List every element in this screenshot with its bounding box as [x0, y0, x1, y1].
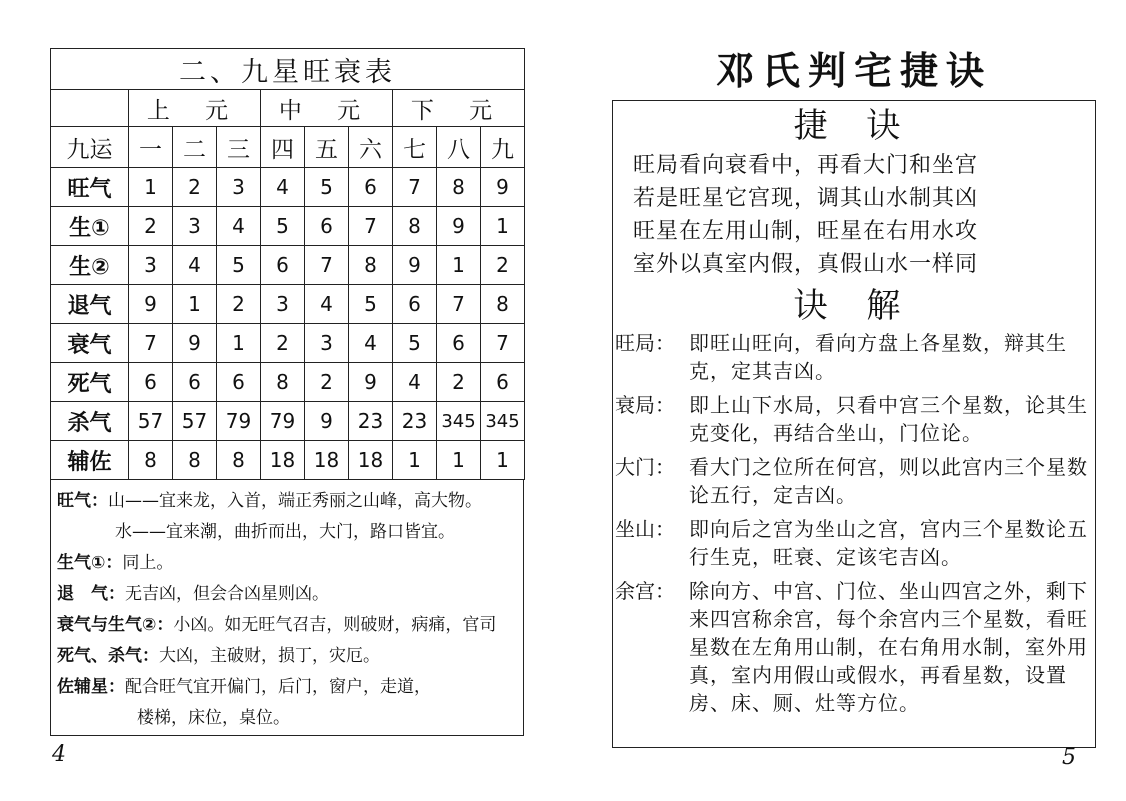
- table-cell: 8: [393, 207, 437, 246]
- table-cell: 3: [129, 246, 173, 285]
- row-label: 死气: [51, 363, 129, 402]
- verse-line: 旺局看向衰看中，再看大门和坐宫: [633, 153, 979, 178]
- gloss-list: [613, 329, 1095, 717]
- gloss-term: 衰局：: [615, 393, 675, 417]
- table-cell: 23: [393, 402, 437, 441]
- table-cell: 9: [173, 324, 217, 363]
- table-cell: 8: [129, 441, 173, 480]
- yun-header-cell: 八: [437, 127, 481, 168]
- table-cell: 9: [349, 363, 393, 402]
- table-cell: 57: [173, 402, 217, 441]
- note-label: 退 气：: [57, 584, 125, 604]
- era-upper: 上 元: [129, 90, 261, 127]
- table-cell: 18: [349, 441, 393, 480]
- content-box: [612, 100, 1096, 748]
- table-cell: 9: [437, 207, 481, 246]
- yun-header-cell: 七: [393, 127, 437, 168]
- table-row: [51, 246, 525, 285]
- table-row: [51, 285, 525, 324]
- note-label: 旺气：: [57, 491, 108, 511]
- yun-header-cell: 四: [261, 127, 305, 168]
- note-line: [57, 703, 517, 734]
- table-cell: 6: [173, 363, 217, 402]
- row-label: 辅佐: [51, 441, 129, 480]
- section-title-jiejue: 捷 诀: [793, 106, 915, 146]
- nine-star-table: [50, 48, 525, 480]
- gloss-term: 旺局：: [615, 331, 675, 355]
- table-cell: 7: [393, 168, 437, 207]
- row-label: 衰气: [51, 324, 129, 363]
- gloss-body: 即向后之宫为坐山之宫，宫内三个星数论五行生克，旺衰、定该宅吉凶。: [689, 517, 1088, 569]
- verse-line: 室外以真室内假，真假山水一样同: [633, 252, 979, 277]
- table-cell: 6: [217, 363, 261, 402]
- table-cell: 6: [305, 207, 349, 246]
- yun-header-cell: 六: [349, 127, 393, 168]
- gloss-entry: [613, 453, 1095, 509]
- note-line: [57, 486, 517, 517]
- table-cell: 5: [393, 324, 437, 363]
- table-cell: 9: [129, 285, 173, 324]
- verse-line: 旺星在左用山制，旺星在右用水攻: [633, 219, 979, 244]
- table-cell: 7: [129, 324, 173, 363]
- page-number-left: 4: [52, 742, 66, 767]
- table-cell: 5: [217, 246, 261, 285]
- note-line: [57, 672, 517, 703]
- table-cell: 3: [217, 168, 261, 207]
- table-cell: 5: [261, 207, 305, 246]
- table-title: 二、九星旺衰表: [51, 49, 525, 90]
- table-row: [51, 324, 525, 363]
- gloss-entry: [613, 391, 1095, 447]
- yun-header-cell: 九: [481, 127, 525, 168]
- table-cell: 8: [349, 246, 393, 285]
- note-line: [57, 641, 517, 672]
- table-row: [51, 207, 525, 246]
- table-cell: 23: [349, 402, 393, 441]
- note-line: [57, 610, 517, 641]
- row-label: 旺气: [51, 168, 129, 207]
- table-cell: 2: [261, 324, 305, 363]
- table-cell: 4: [261, 168, 305, 207]
- gloss-body: 即旺山旺向，看向方盘上各星数，辩其生克，定其吉凶。: [689, 331, 1067, 383]
- table-cell: 4: [305, 285, 349, 324]
- yun-header-cell: 五: [305, 127, 349, 168]
- table-cell: 3: [261, 285, 305, 324]
- row-label: 退气: [51, 285, 129, 324]
- verse-line: 若是旺星它宫现，调其山水制其凶: [633, 186, 979, 211]
- table-cell: 18: [305, 441, 349, 480]
- note-line: [57, 548, 517, 579]
- table-cell: 7: [437, 285, 481, 324]
- table-cell: 1: [437, 441, 481, 480]
- table-cell: 2: [481, 246, 525, 285]
- yun-label: 九运: [51, 127, 129, 168]
- gloss-body: 除向方、中宫、门位、坐山四宫之外，剩下来四宫称余宫，每个余宫内三个星数，看旺星数在左角用山制，在右角用水制，室外用真，室内用假山或假水，再看星数，设置房、床、厕、灶等方位。: [689, 579, 1088, 715]
- table-row: [51, 168, 525, 207]
- table-cell: 4: [173, 246, 217, 285]
- gloss-term: 坐山：: [615, 517, 675, 541]
- table-cell: 5: [349, 285, 393, 324]
- note-text: 楼梯，床位，桌位。: [137, 708, 290, 728]
- table-cell: 8: [437, 168, 481, 207]
- notes-box: [50, 480, 524, 736]
- table-cell: 1: [393, 441, 437, 480]
- table-cell: 4: [217, 207, 261, 246]
- table-cell: 3: [305, 324, 349, 363]
- note-text: 水——宜来潮，曲折而出，大门，路口皆宜。: [115, 522, 455, 542]
- table-cell: 9: [305, 402, 349, 441]
- table-cell: 6: [437, 324, 481, 363]
- note-label: 衰气与生气②：: [57, 615, 174, 635]
- gloss-term: 余宫：: [615, 579, 675, 603]
- table-cell: 7: [481, 324, 525, 363]
- table-cell: 2: [437, 363, 481, 402]
- corner-cell: [51, 90, 129, 127]
- gloss-body: 即上山下水局，只看中宫三个星数，论其生克变化，再结合坐山，门位论。: [689, 393, 1088, 445]
- table-cell: 1: [129, 168, 173, 207]
- row-label: 生②: [51, 246, 129, 285]
- note-label: 佐辅星：: [57, 677, 125, 697]
- note-line: [57, 517, 517, 548]
- table-cell: 8: [261, 363, 305, 402]
- table-cell: 1: [173, 285, 217, 324]
- gloss-entry: [613, 577, 1095, 717]
- yun-header-cell: 二: [173, 127, 217, 168]
- note-text: 大凶，主破财，损丁，灾厄。: [159, 646, 380, 666]
- page-number-right: 5: [1062, 745, 1076, 770]
- table-cell: 79: [217, 402, 261, 441]
- table-cell: 345: [481, 402, 525, 441]
- table-cell: 2: [217, 285, 261, 324]
- note-text: 同上。: [122, 553, 174, 573]
- table-cell: 8: [481, 285, 525, 324]
- gloss-term: 大门：: [615, 455, 675, 479]
- gloss-body: 看大门之位所在何宫，则以此宫内三个星数论五行，定吉凶。: [689, 455, 1088, 507]
- gloss-entry: [613, 329, 1095, 385]
- table-cell: 9: [481, 168, 525, 207]
- table-cell: 57: [129, 402, 173, 441]
- note-text: 配合旺气宜开偏门，后门，窗户，走道，: [125, 677, 431, 697]
- left-page: [50, 48, 524, 736]
- table-row: [51, 402, 525, 441]
- right-page: [612, 48, 1096, 748]
- row-label: 生①: [51, 207, 129, 246]
- table-cell: 2: [129, 207, 173, 246]
- note-text: 小凶。如无旺气召吉，则破财，病痛，官司: [173, 615, 497, 635]
- verse-list: [613, 149, 1095, 281]
- table-cell: 9: [393, 246, 437, 285]
- table-cell: 2: [173, 168, 217, 207]
- note-text: 山——宜来龙，入首，端正秀丽之山峰，高大物。: [108, 491, 482, 511]
- yun-header-cell: 三: [217, 127, 261, 168]
- table-cell: 7: [349, 207, 393, 246]
- table-cell: 18: [261, 441, 305, 480]
- row-label: 杀气: [51, 402, 129, 441]
- table-cell: 6: [261, 246, 305, 285]
- table-cell: 345: [437, 402, 481, 441]
- table-cell: 6: [129, 363, 173, 402]
- table-cell: 5: [305, 168, 349, 207]
- table-cell: 6: [349, 168, 393, 207]
- section-title-jiejie: 诀 解: [793, 286, 915, 326]
- table-cell: 1: [481, 207, 525, 246]
- note-text: 无吉凶，但会合凶星则凶。: [125, 584, 329, 604]
- table-cell: 1: [437, 246, 481, 285]
- table-cell: 2: [305, 363, 349, 402]
- table-cell: 4: [349, 324, 393, 363]
- note-label: 生气①：: [57, 553, 123, 573]
- book-title: 邓氏判宅捷诀: [715, 49, 992, 93]
- table-cell: 8: [217, 441, 261, 480]
- gloss-entry: [613, 515, 1095, 571]
- table-cell: 8: [173, 441, 217, 480]
- note-label: 死气、杀气：: [57, 646, 159, 666]
- table-cell: 6: [481, 363, 525, 402]
- table-cell: 4: [393, 363, 437, 402]
- table-cell: 79: [261, 402, 305, 441]
- note-line: [57, 579, 517, 610]
- table-cell: 3: [173, 207, 217, 246]
- table-cell: 1: [481, 441, 525, 480]
- era-lower: 下 元: [393, 90, 525, 127]
- era-middle: 中 元: [261, 90, 393, 127]
- table-row: [51, 441, 525, 480]
- table-cell: 7: [305, 246, 349, 285]
- yun-header-cell: 一: [129, 127, 173, 168]
- table-cell: 1: [217, 324, 261, 363]
- table-cell: 6: [393, 285, 437, 324]
- table-row: [51, 363, 525, 402]
